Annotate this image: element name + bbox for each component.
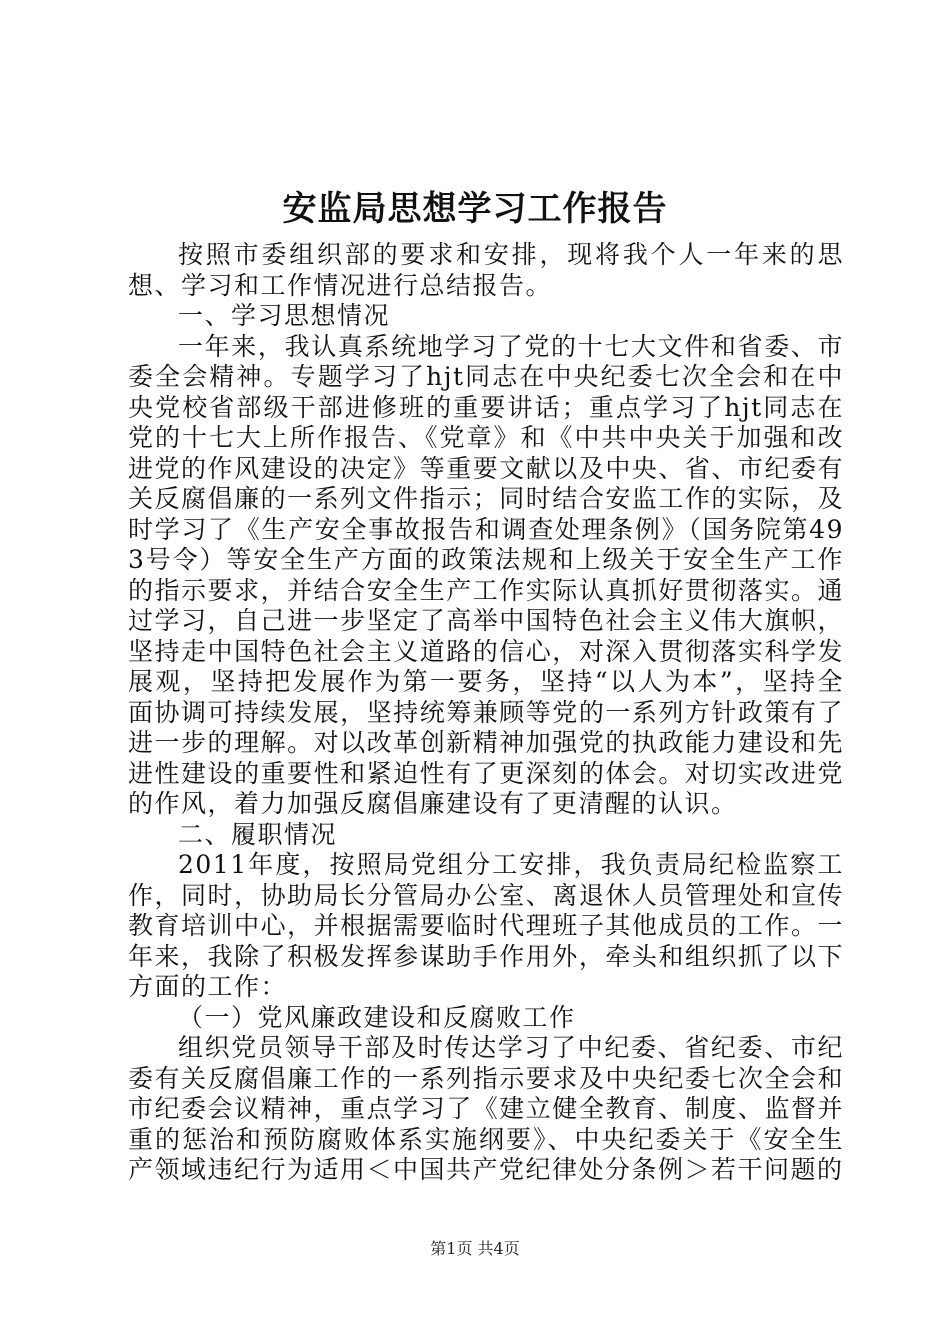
document-body [128, 240, 844, 1186]
page-number-footer: 第1页 共4页 [430, 1239, 520, 1258]
subsection-heading-anticorruption: （一）党风廉政建设和反腐败工作 [178, 1002, 576, 1032]
paragraph-duties: 2011年度，按照局党组分工安排，我负责局纪检监察工作，同时，协助局长分管局办公室、离退休人员管理处和宣传教育培训中心，并根据需要临时代理班子其他成员的工作。一年来，我除了积极发挥参谋助手作用外，牵头和组织抓了以下方面的工作： [128, 850, 844, 1001]
section-heading-duties: 二、履职情况 [178, 819, 338, 849]
paragraph-anticorruption: 组织党员领导干部及时传达学习了中纪委、省纪委、市纪委有关反腐倡廉工作的一系列指示要求及中央纪委七次全会和市纪委会议精神，重点学习了《建立健全教育、制度、监督并重的惩治和预防腐败体系实施纲要》、中央纪委关于《安全生产领域违纪行为适用＜中国共产党纪律处分条例＞若干问题的 [128, 1033, 844, 1184]
paragraph-intro: 按照市委组织部的要求和安排，现将我个人一年来的思想、学习和工作情况进行总结报告。 [128, 240, 844, 300]
section-heading-study: 一、学习思想情况 [178, 301, 391, 330]
document-title: 安监局思想学习工作报告 [282, 189, 668, 229]
paragraph-study: 一年来，我认真系统地学习了党的十七大文件和省委、市委全会精神。专题学习了hjt同志在中央纪委七次全会和在中央党校省部级干部进修班的重要讲话；重点学习了hjt同志在党的十七大上所作报告、《党章》和《中共中央关于加强和改进党的作风建设的决定》等重要文献以及中央、省、市纪委有关反腐倡廉的一系列文件指示；同时结合安监工作的实际，及时学习了《生产安全事故报告和调查处理条例》（国务院第493号令）等安全生产方面的政策法规和上级关于安全生产工作的指示要求，并结合安全生产工作实际认真抓好贯彻落实。通过学习，自己进一步坚定了高举中国特色社会主义伟大旗帜，坚持走中国特色社会主义道路的信心，对深入贯彻落实科学发展观，坚持把发展作为第一要务，坚持“以人为本”，坚持全面协调可持续发展，坚持统筹兼顾等党的一系列方针政策有了进一步的理解。对以改革创新精神加强党的执政能力建设和先进性建设的重要性和紧迫性有了更深刻的体会。对切实改进党的作风，着力加强反腐倡廉建设有了更清醒的认识。 [128, 331, 844, 818]
